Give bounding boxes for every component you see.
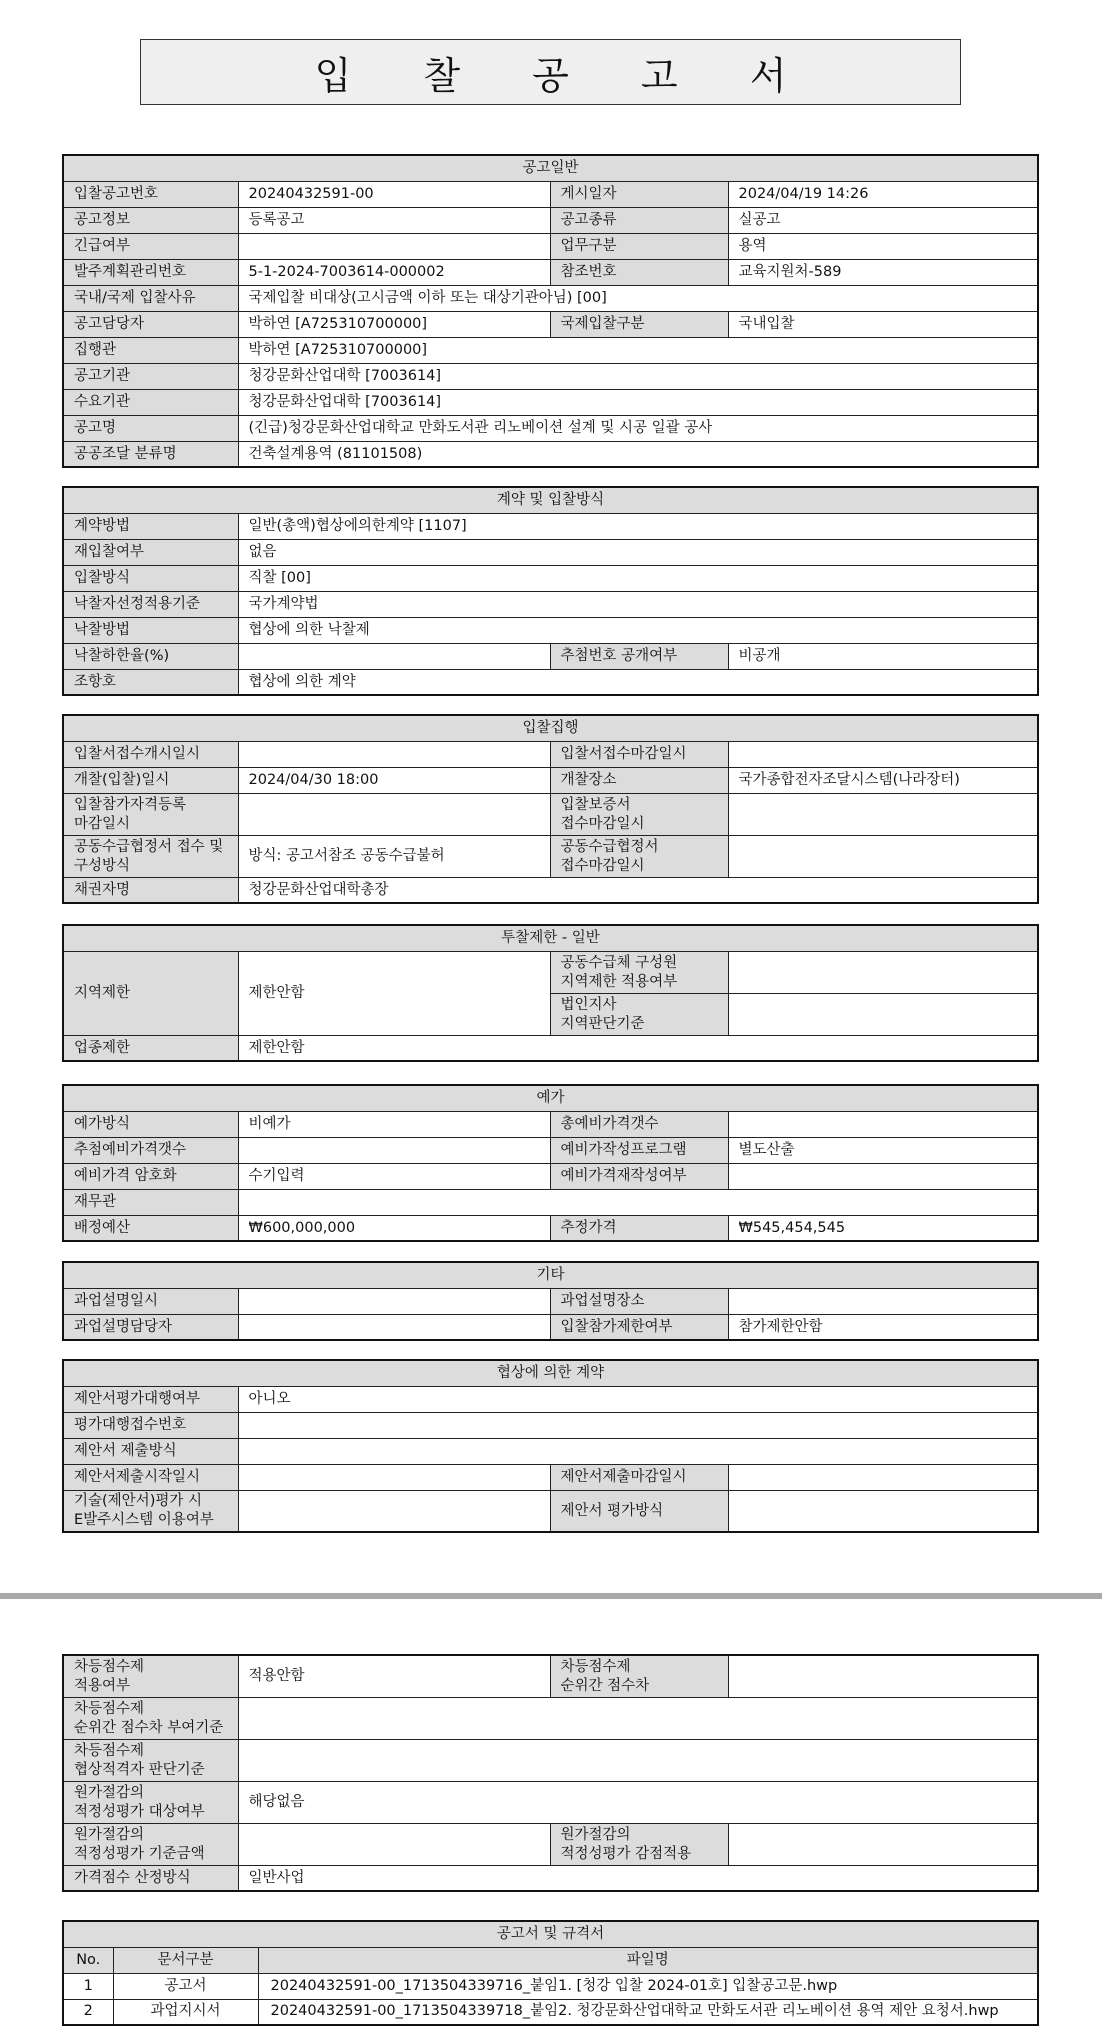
value-announce-name: (긴급)청강문화산업대학교 만화도서관 리노베이션 설계 및 시공 일괄 공사 [238,415,1038,441]
label-diff-apply: 차등점수제 적용여부 [63,1655,238,1697]
label-submit-method: 제안서 제출방식 [63,1438,238,1464]
value-lottery-open: 비공개 [728,643,1038,669]
label-executor: 집행관 [63,337,238,363]
table-row [63,1973,1038,1999]
value-ref-no: 교육지원처-589 [728,259,1038,285]
value-award-method: 협상에 의한 낙찰제 [238,617,1038,643]
label-announce-kind: 공고종류 [550,207,728,233]
label-lower-rate: 낙찰하한율(%) [63,643,238,669]
label-recreate: 예비가격재작성여부 [550,1163,728,1189]
value-eval-method [728,1490,1038,1532]
section-header: 기타 [63,1262,1038,1288]
value-branch-region [728,993,1038,1035]
value-officer: 박하연 [A725310700000] [238,311,550,337]
value-draw-count [238,1137,550,1163]
value-recreate [728,1163,1038,1189]
label-budget: 배정예산 [63,1215,238,1241]
label-region: 지역제한 [63,951,238,1035]
label-submit-end: 제안서제출마감일시 [550,1464,728,1490]
value-joint-region [728,951,1038,993]
label-opening-place: 개찰장소 [550,767,728,793]
document-title: 입 찰 공 고 서 [140,39,961,105]
label-price-method: 예가방식 [63,1111,238,1137]
label-announce-info: 공고정보 [63,207,238,233]
value-contract-method: 일반(총액)협상에의한계약 [1107] [238,513,1038,539]
value-demand-agency: 청강문화산업대학 [7003614] [238,389,1038,415]
value-cost-deduct [728,1823,1038,1865]
value-participation: 참가제한안함 [728,1314,1038,1340]
label-diff-judge: 차등점수제 협상적격자 판단기준 [63,1739,238,1781]
label-cost-target: 원가절감의 적정성평가 대상여부 [63,1781,238,1823]
table-row [63,1999,1038,2025]
value-winner-std: 국가계약법 [238,591,1038,617]
label-award-method: 낙찰방법 [63,617,238,643]
label-cost-base: 원가절감의 적정성평가 기준금액 [63,1823,238,1865]
value-proxy-no [238,1412,1038,1438]
value-clause: 협상에 의한 계약 [238,669,1038,695]
section-header: 공고일반 [63,155,1038,181]
label-demand-agency: 수요기관 [63,389,238,415]
label-rebid: 재입찰여부 [63,539,238,565]
label-qual-deadline: 입찰참가자격등록 마감일시 [63,793,238,835]
section-header: 계약 및 입찰방식 [63,487,1038,513]
value-rebid: 없음 [238,539,1038,565]
label-announce-name: 공고명 [63,415,238,441]
label-bond-deadline: 입찰보증서 접수마감일시 [550,793,728,835]
section-header: 협상에 의한 계약 [63,1360,1038,1386]
label-classification: 공공조달 분류명 [63,441,238,467]
negotiation-section [62,1359,1039,1533]
value-tech-eval [238,1490,550,1532]
label-participation: 입찰참가제한여부 [550,1314,728,1340]
value-joint-method: 방식: 공고서참조 공동수급불허 [238,835,550,877]
label-industry: 업종제한 [63,1035,238,1061]
section-header: 공고서 및 규격서 [63,1921,1038,1947]
execution-section [62,714,1039,904]
label-proxy-eval: 제안서평가대행여부 [63,1386,238,1412]
value-industry: 제한안함 [238,1035,1038,1061]
value-bid-method: 직찰 [00] [238,565,1038,591]
section-header: 예가 [63,1085,1038,1111]
value-announce-info: 등록공고 [238,207,550,233]
col-header-type: 문서구분 [113,1947,258,1973]
value-urgent [238,233,550,259]
label-finance: 재무관 [63,1189,238,1215]
value-opening-place: 국가종합전자조달시스템(나라장터) [728,767,1038,793]
files-section [62,1920,1039,2026]
value-receipt-end [728,741,1038,767]
file-name-link[interactable]: 20240432591-00_1713504339718_붙임2. 청강문화산업대학교 만화도서관 리노베이션 용역 제안 요청서.hwp [258,1999,1038,2025]
value-briefing-officer [238,1314,550,1340]
value-diff-apply: 적용안함 [238,1655,550,1697]
value-submit-start [238,1464,550,1490]
label-cost-deduct: 원가절감의 적정성평가 감점적용 [550,1823,728,1865]
label-intl-class: 국제입찰구분 [550,311,728,337]
value-post-date: 2024/04/19 14:26 [728,181,1038,207]
value-submit-end [728,1464,1038,1490]
label-tech-eval: 기술(제안서)평가 시 E발주시스템 이용여부 [63,1490,238,1532]
value-joint-deadline [728,835,1038,877]
section-header: 투찰제한 - 일반 [63,925,1038,951]
value-qual-deadline [238,793,550,835]
value-agency: 청강문화산업대학 [7003614] [238,363,1038,389]
label-order-plan-no: 발주계획관리번호 [63,259,238,285]
contract-section [62,486,1039,696]
value-proxy-eval: 아니오 [238,1386,1038,1412]
value-bond-deadline [728,793,1038,835]
label-announce-no: 입찰공고번호 [63,181,238,207]
label-winner-std: 낙찰자선정적용기준 [63,591,238,617]
section-header: 입찰집행 [63,715,1038,741]
label-briefing-officer: 과업설명담당자 [63,1314,238,1340]
label-briefing-place: 과업설명장소 [550,1288,728,1314]
label-submit-start: 제안서제출시작일시 [63,1464,238,1490]
value-classification: 건축설계용역 (81101508) [238,441,1038,467]
file-type: 공고서 [113,1973,258,1999]
value-region: 제한안함 [238,951,550,1035]
restriction-section [62,924,1039,1062]
label-estimate: 추정가격 [550,1215,728,1241]
label-receipt-start: 입찰서접수개시일시 [63,741,238,767]
col-header-name: 파일명 [258,1947,1038,1973]
value-briefing-place [728,1288,1038,1314]
label-joint-deadline: 공동수급협정서 접수마감일시 [550,835,728,877]
label-proxy-no: 평가대행접수번호 [63,1412,238,1438]
label-opening: 개찰(입찰)일시 [63,767,238,793]
label-post-date: 게시일자 [550,181,728,207]
value-cost-target: 해당없음 [238,1781,1038,1823]
file-no: 2 [63,1999,113,2025]
label-eval-method: 제안서 평가방식 [550,1490,728,1532]
label-lottery-open: 추첨번호 공개여부 [550,643,728,669]
label-encryption: 예비가격 암호화 [63,1163,238,1189]
label-bid-method: 입찰방식 [63,565,238,591]
label-draw-count: 추첨예비가격갯수 [63,1137,238,1163]
label-joint-region: 공동수급체 구성원 지역제한 적용여부 [550,951,728,993]
file-type: 과업지시서 [113,1999,258,2025]
label-briefing-date: 과업설명일시 [63,1288,238,1314]
label-program: 예비가작성프로그램 [550,1137,728,1163]
value-diff-gap [728,1655,1038,1697]
page-divider [0,1593,1102,1599]
value-diff-judge [238,1739,1038,1781]
other-section [62,1261,1039,1341]
label-officer: 공고담당자 [63,311,238,337]
value-total-count [728,1111,1038,1137]
value-briefing-date [238,1288,550,1314]
price-section [62,1084,1039,1242]
value-estimate: ₩545,454,545 [728,1215,1038,1241]
label-contract-method: 계약방법 [63,513,238,539]
value-business-type: 용역 [728,233,1038,259]
value-price-method: 비예가 [238,1111,550,1137]
value-intl-class: 국내입찰 [728,311,1038,337]
label-intl-reason: 국내/국제 입찰사유 [63,285,238,311]
value-budget: ₩600,000,000 [238,1215,550,1241]
value-lower-rate [238,643,550,669]
label-price-method: 가격점수 산정방식 [63,1865,238,1891]
label-branch-region: 법인지사 지역판단기준 [550,993,728,1035]
label-ref-no: 참조번호 [550,259,728,285]
value-finance [238,1189,1038,1215]
value-diff-grant [238,1697,1038,1739]
label-total-count: 총예비가격갯수 [550,1111,728,1137]
general-section [62,154,1039,468]
value-submit-method [238,1438,1038,1464]
value-receipt-start [238,741,550,767]
label-diff-grant: 차등점수제 순위간 점수차 부여기준 [63,1697,238,1739]
value-program: 별도산출 [728,1137,1038,1163]
label-clause: 조항호 [63,669,238,695]
label-creditor: 채권자명 [63,877,238,903]
label-diff-gap: 차등점수제 순위간 점수차 [550,1655,728,1697]
file-no: 1 [63,1973,113,1999]
value-announce-kind: 실공고 [728,207,1038,233]
value-cost-base [238,1823,550,1865]
value-creditor: 청강문화산업대학총장 [238,877,1038,903]
value-executor: 박하연 [A725310700000] [238,337,1038,363]
label-joint-method: 공동수급협정서 접수 및 구성방식 [63,835,238,877]
file-name-link[interactable]: 20240432591-00_1713504339716_붙임1. [청강 입찰 2024-01호] 입찰공고문.hwp [258,1973,1038,1999]
value-price-method: 일반사업 [238,1865,1038,1891]
value-intl-reason: 국제입찰 비대상(고시금액 이하 또는 대상기관아님) [00] [238,285,1038,311]
value-announce-no: 20240432591-00 [238,181,550,207]
scoring-section [62,1654,1039,1892]
label-urgent: 긴급여부 [63,233,238,259]
value-encryption: 수기입력 [238,1163,550,1189]
col-header-no: No. [63,1947,113,1973]
label-business-type: 업무구분 [550,233,728,259]
label-receipt-end: 입찰서접수마감일시 [550,741,728,767]
value-order-plan-no: 5-1-2024-7003614-000002 [238,259,550,285]
label-agency: 공고기관 [63,363,238,389]
value-opening: 2024/04/30 18:00 [238,767,550,793]
